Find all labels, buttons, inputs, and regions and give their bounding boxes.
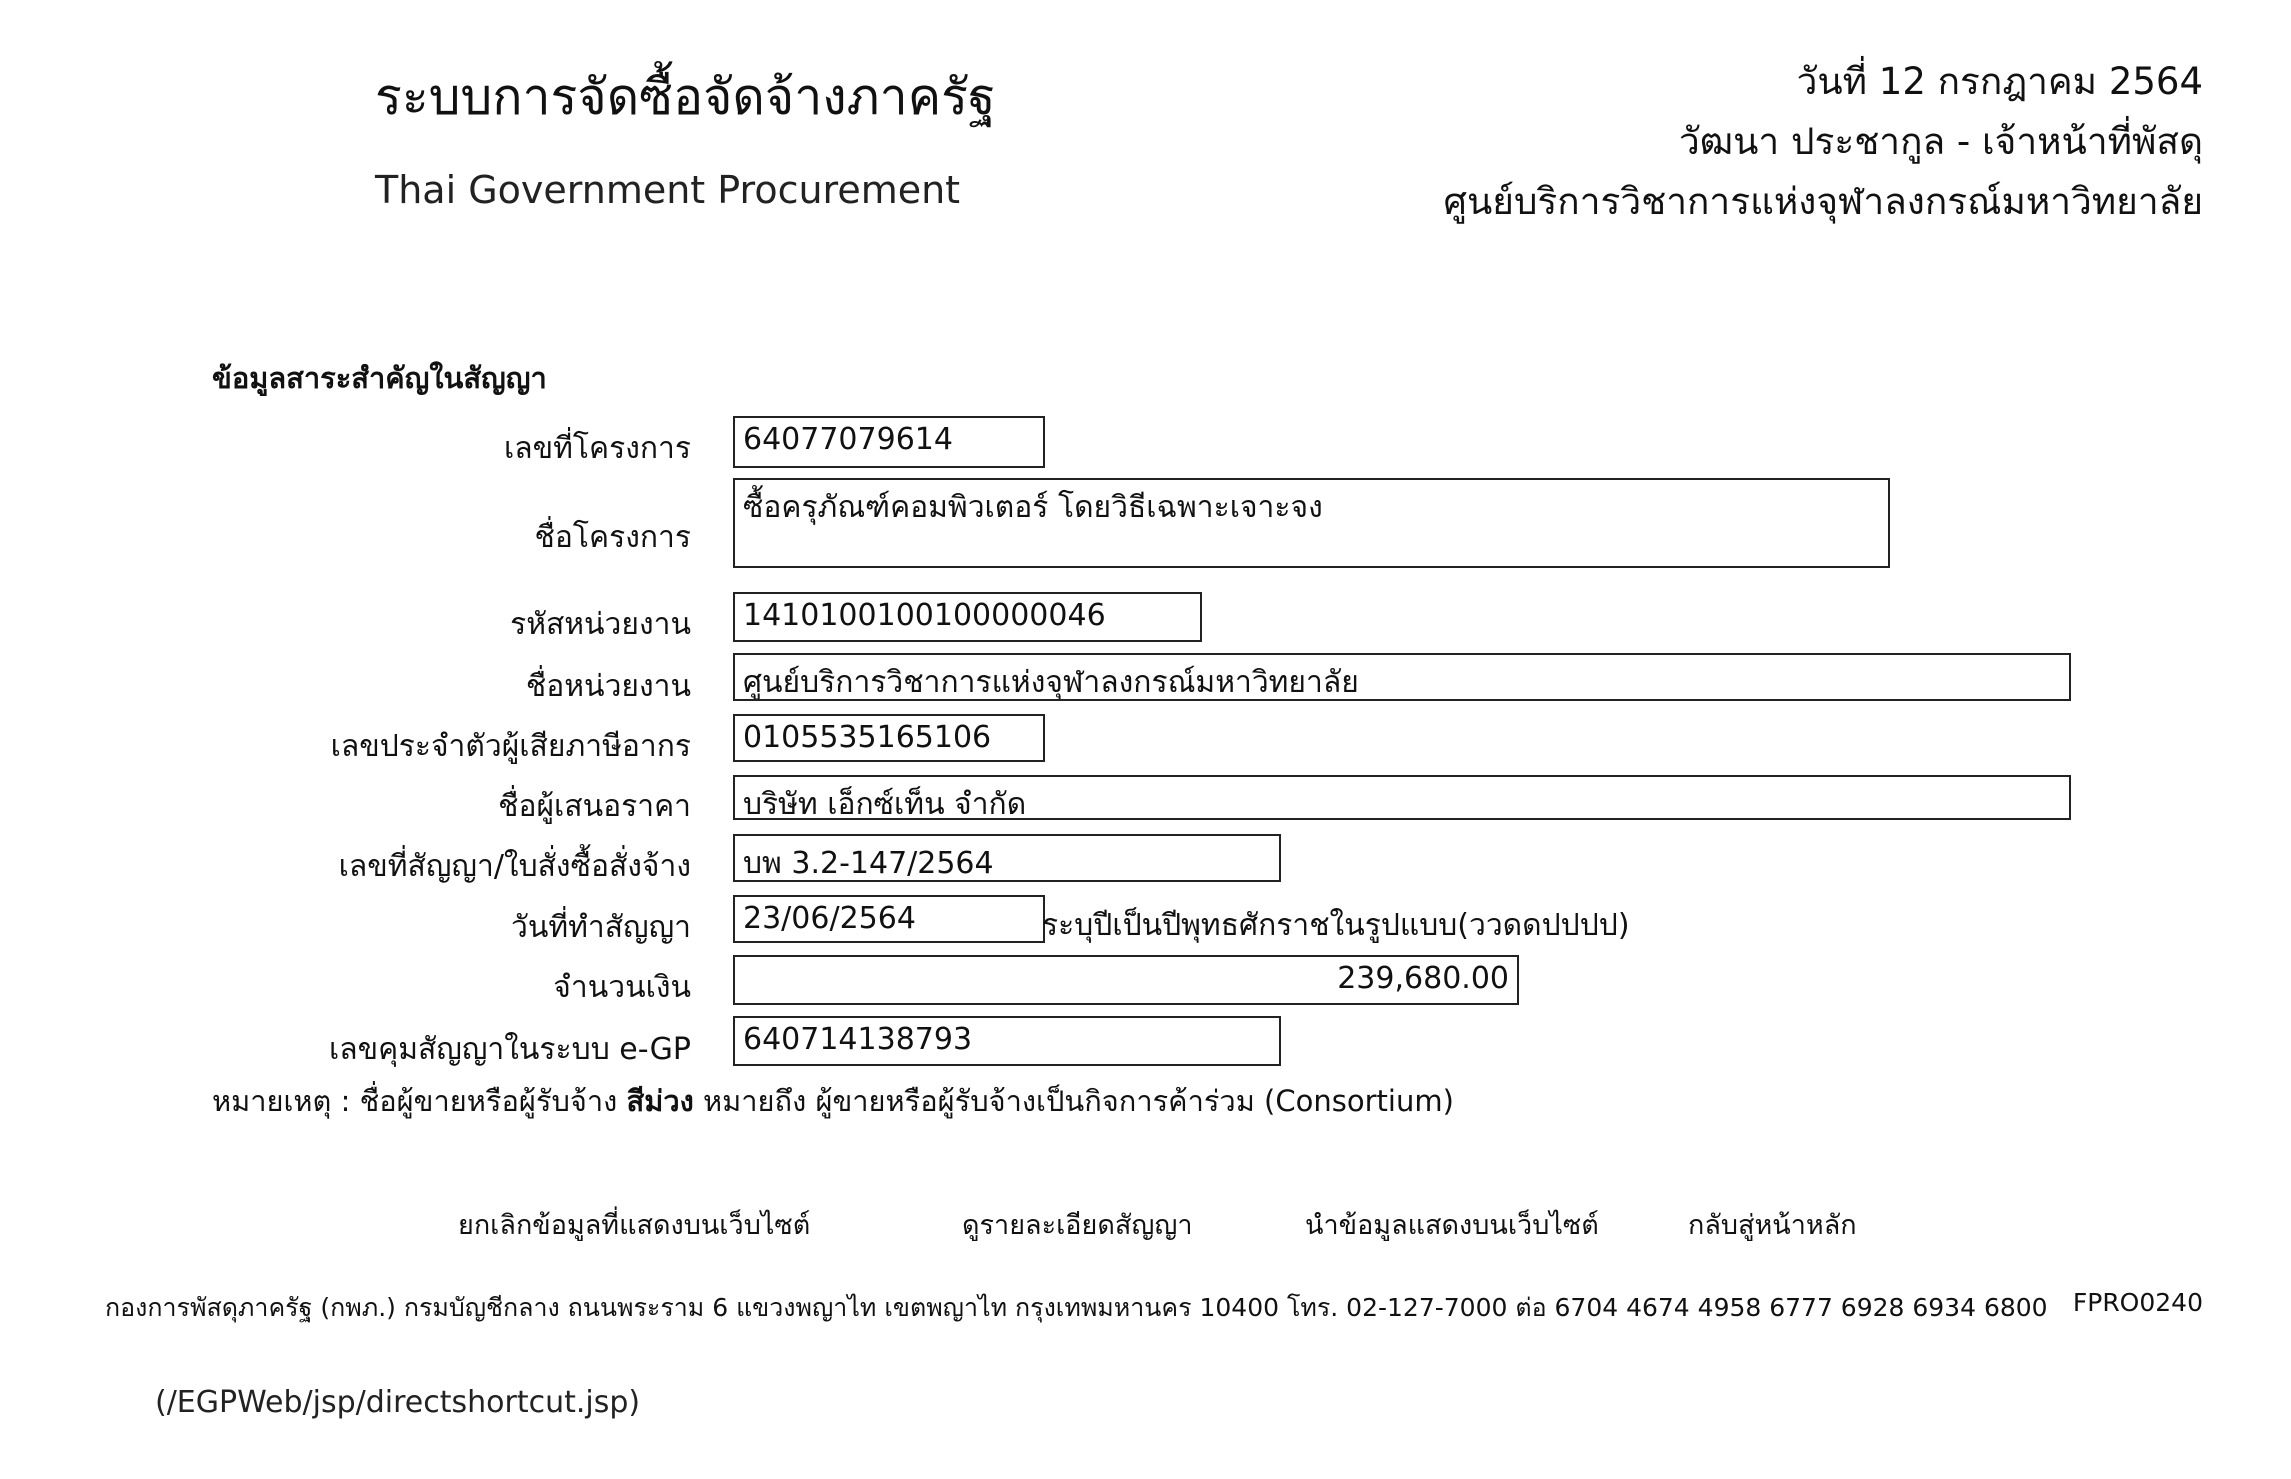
project-name-field[interactable]: ซื้อครุภัณฑ์คอมพิวเตอร์ โดยวิธีเฉพาะเจาะจง (733, 478, 1890, 568)
tax-id-field[interactable]: 0105535165106 (733, 714, 1045, 762)
page-url: (/EGPWeb/jsp/directshortcut.jsp) (155, 1385, 641, 1420)
bidder-field[interactable]: บริษัท เอ็กซ์เท็น จำกัด (733, 775, 2071, 820)
publish-website-data-link[interactable]: นำข้อมูลแสดงบนเว็บไซต์ (1305, 1210, 1599, 1241)
contract-date-hint: ระบุปีเป็นปีพุทธศักราชในรูปแบบ(ววดดปปปป) (1042, 908, 1630, 943)
note-color-word: สีม่วง (626, 1084, 694, 1118)
section-title: ข้อมูลสาระสำคัญในสัญญา (212, 361, 547, 395)
egp-control-no-field[interactable]: 640714138793 (733, 1016, 1281, 1066)
amount-field[interactable]: 239,680.00 (733, 955, 1519, 1005)
project-no-label: เลขที่โครงการ (504, 431, 691, 466)
unit-code-field[interactable]: 1410100100100000046 (733, 592, 1202, 642)
contract-date-label: วันที่ทำสัญญา (510, 910, 691, 945)
organization-name: ศูนย์บริการวิชาการแห่งจุฬาลงกรณ์มหาวิทยาลัย (1443, 180, 2203, 223)
unit-code-label: รหัสหน่วยงาน (510, 607, 691, 642)
unit-name-label: ชื่อหน่วยงาน (525, 669, 691, 704)
note-suffix: หมายถึง ผู้ขายหรือผู้รับจ้างเป็นกิจการค้าร่วม (Consortium) (693, 1084, 1454, 1118)
view-contract-details-link[interactable]: ดูรายละเอียดสัญญา (962, 1210, 1193, 1241)
contract-no-label: เลขที่สัญญา/ใบสั่งซื้อสั่งจ้าง (338, 849, 691, 884)
cancel-website-data-link[interactable]: ยกเลิกข้อมูลที่แสดงบนเว็บไซต์ (458, 1210, 811, 1241)
consortium-note (212, 1078, 1454, 1124)
project-name-label: ชื่อโครงการ (534, 520, 691, 555)
tax-id-label: เลขประจำตัวผู้เสียภาษีอากร (330, 729, 691, 764)
footer-address: กองการพัสดุภาครัฐ (กพภ.) กรมบัญชีกลาง ถนนพระราม 6 แขวงพญาไท เขตพญาไท กรุงเทพมหานคร 10400 โทร. 02-127-7000 ต่อ 6704 4674 4958 6777 6928 6934 6800 (105, 1293, 2048, 1322)
system-title-en: Thai Government Procurement (375, 168, 961, 212)
user-info: วัฒนา ประชากูล - เจ้าหน้าที่พัสดุ (1678, 120, 2203, 163)
egp-control-no-label: เลขคุมสัญญาในระบบ e-GP (329, 1032, 691, 1067)
current-date: วันที่ 12 กรกฎาคม 2564 (1796, 60, 2203, 103)
project-no-field[interactable]: 64077079614 (733, 416, 1045, 468)
amount-label: จำนวนเงิน (553, 970, 691, 1005)
contract-no-field[interactable]: บพ 3.2-147/2564 (733, 834, 1281, 882)
back-to-home-link[interactable]: กลับสู่หน้าหลัก (1688, 1210, 1857, 1241)
unit-name-field[interactable]: ศูนย์บริการวิชาการแห่งจุฬาลงกรณ์มหาวิทยาลัย (733, 653, 2071, 701)
bidder-label: ชื่อผู้เสนอราคา (498, 789, 691, 824)
page-code: FPRO0240 (2072, 1288, 2203, 1317)
contract-date-field[interactable]: 23/06/2564 (733, 895, 1045, 943)
note-prefix: หมายเหตุ : ชื่อผู้ขายหรือผู้รับจ้าง (212, 1084, 627, 1118)
system-title-th: ระบบการจัดซื้อจัดจ้างภาครัฐ (375, 68, 996, 126)
